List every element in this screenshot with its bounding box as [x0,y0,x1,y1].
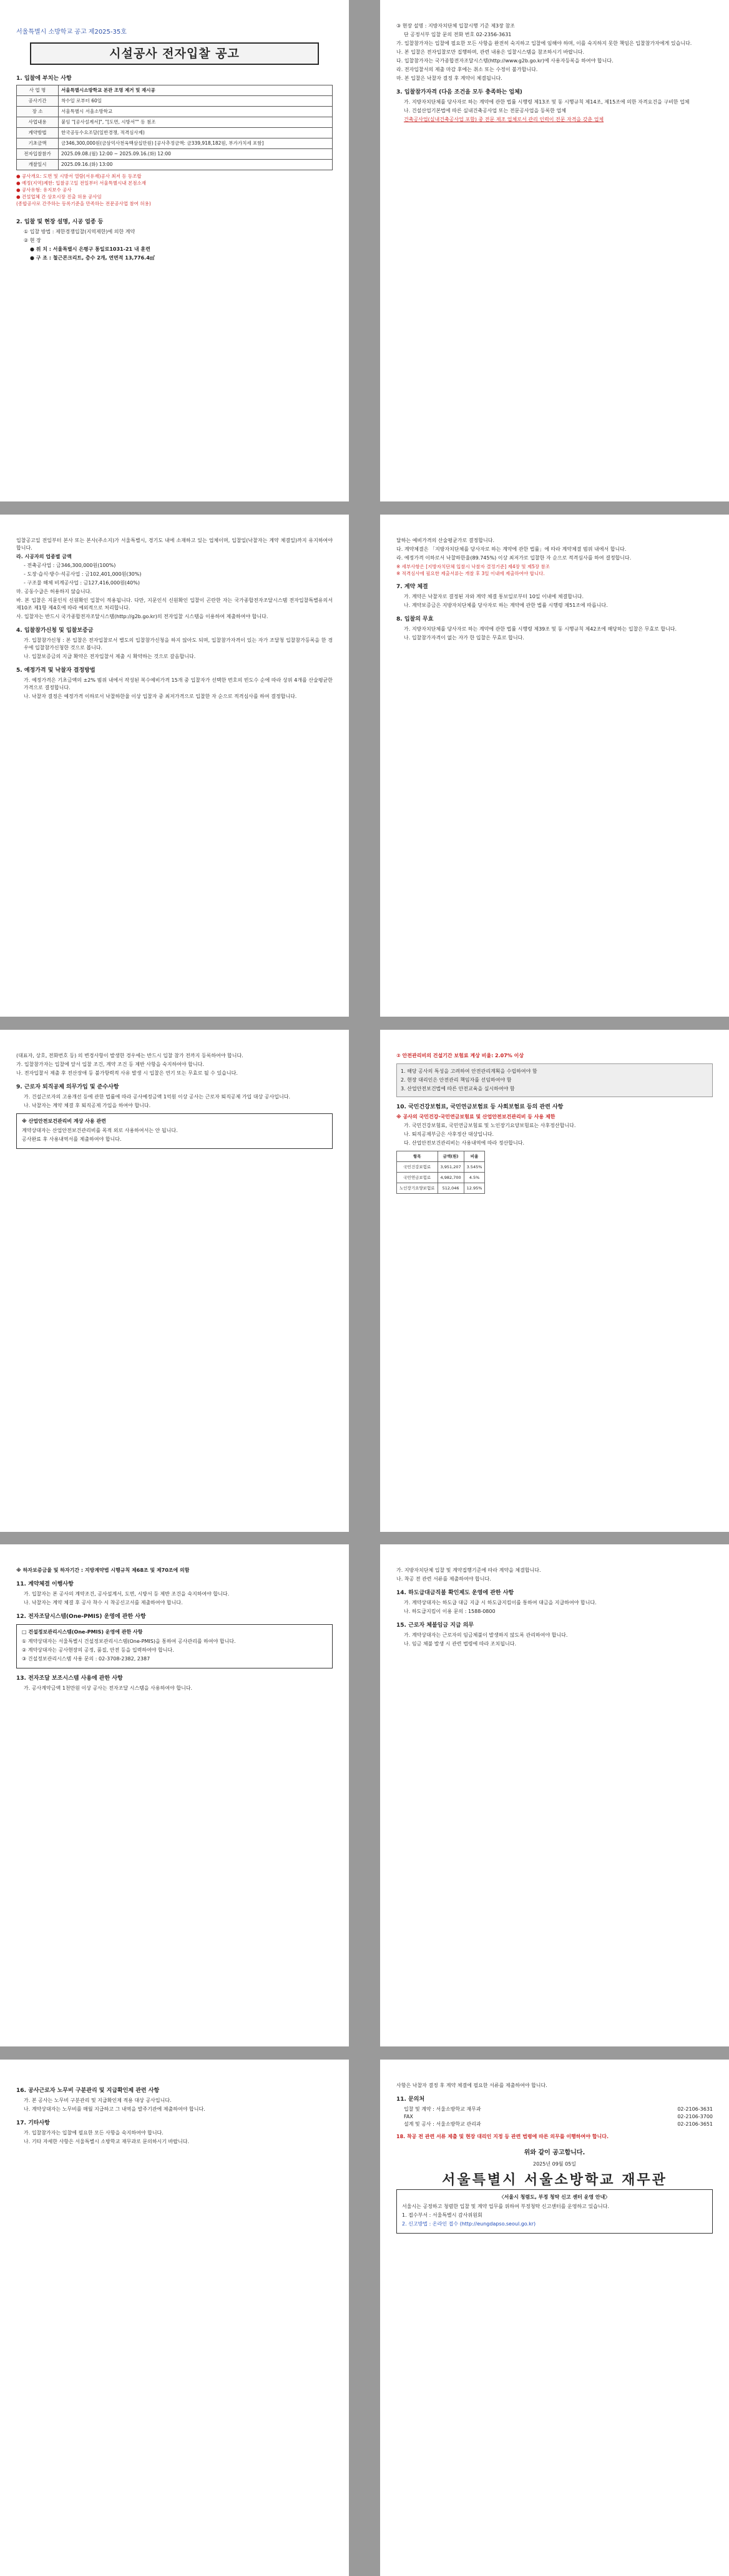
section-17-heading: 17. 기타사항 [16,2120,50,2126]
table-cell: 512,046 [438,1183,464,1194]
red-note: ※ 적격심사에 필요한 제출서류는 개찰 후 3일 이내에 제출하여야 합니다. [396,571,545,576]
table-row [397,1162,485,1173]
section-2-line: ① 입찰 방법 : 제한경쟁입찰(지역제한)에 의한 계약 [24,229,135,235]
red-note: ② 안전관리비의 건설기간 보험료 계상 비율: 2.07% 이상 [396,1053,524,1058]
note-line: ● 건설업체 간 상호시장 진출 허용 공사임 [16,194,102,200]
paragraph: 가. 입찰참가신청 : 본 입찰은 전자입찰로서 별도의 입찰참가신청을 하지 않아도 되며, 입찰참가자격이 있는 자가 조달청 입찰참가등록을 한 경우에 입찰참가신청한 것으로 봅니다. [24,637,333,651]
box-line: 계약상대자는 산업안전보건관리비를 목적 외로 사용하여서는 안 됩니다. [22,1128,178,1133]
paragraph: 가. 입찰참가자는 입찰에 필요한 모든 사항을 숙지하여야 합니다. [24,2130,164,2136]
table-key: 사업내용 [17,117,59,128]
section-14-heading: 14. 하도급대금직불 확인제도 운영에 관한 사항 [396,1590,514,1596]
paragraph: 나. 계약상대자는 노무비를 매월 지급하고 그 내역을 발주기관에 제출하여야 합니다. [24,2106,205,2112]
box-line: 3. 산업안전보건법에 따른 안전교육을 실시하여야 함 [401,1086,515,1092]
table-row [17,160,333,170]
table-header-row [397,1151,485,1162]
table-row [397,1173,485,1183]
integrity-center-box [396,2189,713,2234]
table-header: 금액(원) [438,1151,464,1162]
section-11-heading: 11. 계약체결 이행사항 [16,1581,74,1587]
item-3-line: ③ 현장 설명 : 지방자치단체 입찰시행 기준 제3장 참조 [396,23,515,29]
box-line: 1. 접수부서 : 서울특별시 감사위원회 [402,2212,482,2218]
table-row [397,1183,485,1194]
red-note: ※ 공사의 국민건강·국민연금보험료 및 산업안전보건관리비 등 사용 제한 [396,1114,555,1120]
table-row [17,96,333,107]
paragraph: 가. 지방자치단체를 당사자로 하는 계약에 관한 법률 시행령 제39조 및 동 시행규칙 제42조에 해당하는 입찰은 무효로 합니다. [404,626,677,632]
section-15-heading: 15. 근로자 체불임금 지급 의무 [396,1622,474,1629]
bid-info-table [16,85,333,170]
section-2-line: ● 구 조 : 철근콘크리트, 층수 2개, 연면적 13,776.4㎡ [30,255,155,261]
paragraph: 사. 입찰자는 반드시 국가종합전자조달시스템(http://g2b.go.kr)의 전자입찰 시스템을 이용하여 제출하여야 합니다. [16,614,268,619]
table-value: 2025.09.16.(화) 13:00 [59,160,333,170]
section-10-heading: 10. 국민건강보험료, 국민연금보험료 등 사회보험료 등의 관련 사항 [396,1104,564,1110]
paragraph: 가. 계약은 낙찰자로 결정된 자와 계약 체결 통보일로부터 10일 이내에 체결합니다. [404,594,584,599]
contact-phone: 02-2106-3651 [677,2121,713,2127]
paragraph: 나. 하도급지킴이 이용 문의 : 1588-0800 [404,1609,496,1614]
page-10 [380,2060,729,2576]
section-3-heading: 3. 입찰참가자격 (다음 조건을 모두 충족하는 업체) [396,89,522,95]
paragraph: 나. 임금 체불 발생 시 관련 법령에 따라 조치됩니다. [404,1641,516,1647]
box-line: ② 계약상대자는 공사현장의 공정, 품질, 안전 등을 입력하여야 합니다. [22,1647,174,1653]
note-line: ● 공사유형: 유지보수 공사 [16,187,72,193]
page-1 [0,0,349,501]
paragraph: 나. 전자입찰서 제출 후 전산장애 등 불가항력적 사유 발생 시 입찰은 연기 또는 무효로 될 수 있습니다. [16,1070,238,1076]
amount-line: - 구조물 해체 비계공사업 : 금127,416,000원(40%) [24,580,140,586]
section-12-heading: 12. 전자조달시스템(One-PMIS) 운영에 관한 사항 [16,1614,146,1620]
table-cell: 4.5% [464,1173,485,1183]
paragraph: 가. 국민건강보험료, 국민연금보험료 및 노인장기요양보험료는 사후정산합니다. [404,1123,576,1128]
highlight-line: 건축공사업(실내건축공사업 포함) 중 전문 제조 업체로서 관리 인력이 전문 자격을 갖춘 업체 [404,117,604,122]
page-8 [380,1544,729,2046]
contact-row [396,2121,713,2128]
table-row [17,138,333,149]
safety-cost-box [16,1113,333,1149]
paragraph: 나. 입찰보증금의 지급 확약은 전자입찰서 제출 시 확약하는 것으로 갈음합니다. [24,654,196,659]
paragraph: 라. 전자입찰서의 제출 마감 후에는 취소 또는 수정이 불가합니다. [396,67,538,72]
paragraph: 나. 기타 자세한 사항은 서울특별시 소방학교 재무과로 문의하시기 바랍니다. [24,2139,189,2144]
paragraph: 가. 계약상대자는 근로자의 임금체불이 발생하지 않도록 관리하여야 합니다. [404,1632,568,1638]
paragraph: 나. 입찰참가자격이 없는 자가 한 입찰은 무효로 합니다. [404,635,524,641]
table-value: 서울특별시 서울소방학교 [59,107,333,117]
paragraph: 사항은 낙찰자 결정 후 계약 체결에 필요한 서류를 제출하여야 합니다. [396,2083,547,2088]
paragraph: 나. 계약보증금은 지방자치단체를 당사자로 하는 계약에 관한 법률 시행령 제51조에 따릅니다. [404,603,608,608]
paragraph: 바. 본 입찰은 지문인식 신원확인 입찰이 적용됩니다. 다만, 지문인식 신원확인 입찰이 곤란한 자는 국가종합전자조달시스템 전자입찰특별유의서 제10조 제1항 제4호에 따라 예외적으로 처리합니다. [16,598,333,611]
paragraph: 나. 건설산업기본법에 따른 실내건축공사업 또는 전문공사업을 등록한 업체 [404,108,566,114]
paragraph: 가. 입찰참가자는 입찰에 앞서 입찰 조건, 계약 조건 등 제반 사항을 숙지하여야 합니다. [16,1062,204,1067]
red-note: 18. 착공 전 관련 서류 제출 및 현장 대리인 지정 등 관련 법령에 따른 의무를 이행하여야 합니다. [396,2134,609,2139]
page-3 [0,515,349,1017]
table-cell: 3.545% [464,1162,485,1173]
section-1-heading: 1. 입찰에 부치는 사항 [16,75,72,82]
paragraph: 나. 착공 전 관련 서류를 제출하여야 합니다. [396,1576,491,1582]
table-row [17,117,333,128]
paragraph: 가. 입찰자는 본 공사의 계약조건, 공사설계서, 도면, 시방서 등 제반 조건을 숙지하여야 합니다. [24,1591,230,1597]
table-cell: 3,951,207 [438,1162,464,1173]
table-key: 공사기간 [17,96,59,107]
section-13-heading: 13. 전자조달 보조시스템 사용에 관한 사항 [16,1675,123,1682]
red-note: ※ 세부사항은 [지방자치단체 입찰시 낙찰자 결정기준] 제4장 및 제5장 참조 [396,564,550,569]
page-4 [380,515,729,1017]
section-5-heading: 5. 예정가격 및 낙찰자 결정방법 [16,667,95,674]
table-header: 비율 [464,1151,485,1162]
box-line: 공사완료 후 사용내역서를 제출하여야 합니다. [22,1136,122,1142]
paragraph: 가. 본 공사는 노무비 구분관리 및 지급확인제 적용 대상 공사입니다. [24,2098,172,2103]
table-key: 사 업 명 [17,85,59,96]
table-cell: 4,982,700 [438,1173,464,1183]
table-key: 장 소 [17,107,59,117]
paragraph: 다. 산업안전보건관리비는 사용내역에 따라 정산합니다. [404,1140,524,1146]
paragraph: 마. 공동수급은 허용하지 않습니다. [16,589,92,594]
contact-row [396,2113,713,2121]
section-4-heading: 4. 입찰참가신청 및 입찰보증금 [16,627,94,634]
section-9-heading: 9. 근로자 퇴직공제 의무가입 및 준수사항 [16,1084,119,1090]
paragraph: 가. 입찰참가자는 입찰에 필요한 모든 사항을 완전히 숙지하고 입찰에 임해야 하며, 이를 숙지하지 못한 책임은 입찰참가자에게 있습니다. [396,41,692,46]
box-line: 1. 해당 공사의 특성을 고려하여 안전관리계획을 수립하여야 함 [401,1068,537,1074]
paragraph: 다. 입찰참가자는 국가종합전자조달시스템(http://www.g2b.go.kr)에 사용자등록을 하여야 합니다. [396,58,614,64]
paragraph: 나. 본 입찰은 전자입찰로만 집행하며, 관련 내용은 입찰시스템을 참조하시기 바랍니다. [396,49,584,55]
section-1-notes [16,173,333,207]
paragraph: 달하는 예비가격의 산술평균가로 결정합니다. [396,538,495,543]
section-2-heading: 2. 입찰 및 현장 설명, 시공 업종 등 [16,219,104,225]
table-row [17,149,333,160]
table-cell: 국민건강보험료 [397,1162,438,1173]
table-value: 붙임 "[공사설계서]", "[도면, 시방서"" 등 첨조 [59,117,333,128]
paragraph: 가. 계약상대자는 하도급 대금 지급 시 하도급지킴이를 통하여 대금을 지급하여야 합니다. [404,1600,597,1605]
section-2-line: ② 현 장 [24,238,41,243]
box-title: 〈서울시 청렴도, 부정 청탁 신고 센터 운영 안내〉 [499,2194,610,2200]
insurance-table [396,1151,485,1194]
box-line: 2. 현장 대리인은 안전관리 책임자를 선임하여야 함 [401,1077,512,1083]
table-value: 서울특별시소방학교 본관 조명 제거 및 재시공 [59,85,333,96]
one-pmis-box [16,1624,333,1668]
paragraph: 나. 퇴직공제부금은 사후정산 대상입니다. [404,1131,494,1137]
signer-name: 서울특별시 서울소방학교 재무관 [442,2172,667,2188]
section-16-heading: 16. 공사근로자 노무비 구분관리 및 지급확인제 관련 사항 [16,2088,160,2094]
table-value: 2025.09.08.(월) 12:00 ~ 2025.09.16.(화) 12:00 [59,149,333,160]
contact-row [396,2106,713,2113]
intro-paragraph: 입찰공고일 전일부터 본사 또는 본사(주소지)가 서울특별시, 경기도 내에 소재하고 있는 업체이며, 입찰일(낙찰자는 계약 체결일)까지 유지하여야 합니다. [16,538,333,551]
table-row [17,128,333,138]
page-7 [0,1544,349,2046]
table-value: 한국공동수요조달(일반경쟁, 적격심사제) [59,128,333,138]
note-line: ● 공사개요: 도면 및 시방서 열람(서유재)공사 최저 등 등조합 [16,173,142,179]
box-line: 2. 신고방법 : 온라인 접수 (http://eungdapso.seoul.go.kr) [402,2221,536,2227]
table-header: 항목 [397,1151,438,1162]
table-cell: 노인장기요양보험료 [397,1183,438,1194]
paragraph: 가. 예정가격은 기초금액의 ±2% 범위 내에서 작성된 복수예비가격 15개 중 입찰자가 선택한 번호의 빈도수 순에 따라 상위 4개를 산술평균한 가격으로 결정합니다. [24,677,333,690]
safety-plan-box [396,1063,713,1097]
box-line: ③ 건설정보관리시스템 사용 문의 : 02-3708-2382, 2387 [22,1656,150,1662]
paragraph: 가. 공사계약금액 1천만원 이상 공사는 전자조달 시스템을 사용하여야 합니다. [24,1685,193,1691]
page-9 [0,2060,349,2576]
table-key: 기초금액 [17,138,59,149]
contact-phone: 02-2106-3700 [677,2114,713,2119]
contact-label: FAX [404,2114,413,2119]
warranty-line: ※ 하자보증금율 및 하자기간 : 지방계약법 시행규칙 제68조 및 제70조에 의함 [16,1567,190,1573]
contact-label: 입찰 및 계약 : 서울소방학교 재무과 [404,2106,481,2112]
amount-line: - 전축공사업 : 금346,300,000원(100%) [24,563,116,568]
box-title: ※ 산업안전보건관리비 계상 사용 관련 [22,1118,106,1124]
table-row [17,107,333,117]
table-key: 계약방법 [17,128,59,138]
paragraph: 다. 계약체결은 「지방자치단체를 당사자로 하는 계약에 관한 법률」에 따라 계약체결 범위 내에서 합니다. [396,546,627,552]
contact-phone: 02-2106-3631 [677,2106,713,2112]
table-row [17,85,333,96]
sub-heading: 라. 시공자의 업종별 금액 [16,554,72,559]
paragraph: 가. 건설근로자의 고용개선 등에 관한 법률에 따라 공사예정금액 1억원 이상 공사는 근로자 퇴직공제 가입 대상 공사입니다. [24,1094,290,1100]
box-line: ① 계약상대자는 서울특별시 건설정보관리시스템(One-PMIS)을 통하여 공사관리를 하여야 합니다. [22,1639,236,1644]
paragraph: 라. 예정가격 이하로서 낙찰하한율(89.745%) 이상 최저가로 입찰한 자 순으로 적격심사를 하여 결정합니다. [396,555,632,561]
item-3-note: 단 공정서부 입찰 문의 전화 번호 02-2356-3631 [404,32,512,37]
section-2-line: ● 위 치 : 서울특별시 은평구 통일로1031-21 내 훈련 [30,246,150,252]
paragraph: 가. 지방자치단체를 당사자로 하는 계약에 관한 법률 시행령 제13조 및 동 시행규칙 제14조, 제15조에 의한 자격요건을 구비한 업체 [404,99,690,105]
document-number: 서울특별시 소방학교 공고 제2025-35호 [16,29,127,36]
note-line: ● 예정(지역)제한: 입찰공고일 전일부터 서울특별시내 본점소재 [16,180,146,186]
paragraph: 마. 본 입찰은 낙찰자 결정 후 계약이 체결됩니다. [396,75,502,81]
table-cell: 12.95% [464,1183,485,1194]
table-cell: 국민연금보험료 [397,1173,438,1183]
contact-label: 설계 및 공사 : 서울소방학교 관리과 [404,2121,481,2127]
closing-line: 위와 같이 공고합니다. [524,2149,585,2156]
notice-date: 2025년 09월 05일 [533,2161,576,2167]
notice-title: 시설공사 전자입찰 공고 [30,42,319,65]
paragraph: 나. 낙찰자 결정은 예정가격 이하로서 낙찰하한율 이상 입찰자 중 최저가격으로 입찰한 자 순으로 적격심사를 하여 결정합니다. [24,694,297,699]
page-6 [380,1030,729,1532]
paragraph: 가. 지방자치단체 입찰 및 계약집행기준에 따라 계약을 체결합니다. [396,1567,541,1573]
contacts-heading: 11. 문의처 [396,2096,425,2103]
box-title: □ 건설정보관리시스템(One-PMIS) 운영에 관한 사항 [22,1629,143,1635]
paragraph: 나. 낙찰자는 계약 체결 후 공사 착수 시 착공신고서를 제출하여야 합니다. [24,1600,183,1605]
note-line: (종합공사로 간주하는 등록기준을 만족하는 전문공사업 참여 허용) [16,201,151,206]
table-key: 개찰일시 [17,160,59,170]
box-line: 서울시는 공정하고 청렴한 입찰 및 계약 업무를 위하여 부정청탁 신고센터를 운영하고 있습니다. [402,2204,609,2209]
section-8-heading: 8. 입찰의 무효 [396,616,434,622]
paragraph: 나. 낙찰자는 계약 체결 후 퇴직공제 가입을 하여야 합니다. [24,1103,151,1108]
section-7-heading: 7. 계약 체결 [396,584,428,590]
amount-line: - 도장·습식·방수·석공사업 : 금102,401,000원(30%) [24,571,142,577]
table-value: 착수일 로부터 60일 [59,96,333,107]
table-value: 금346,300,000원(금삼억사천육백삼십만원) [공사추정금액: 금339,918,182원, 부가가치세 포함] [59,138,333,149]
page-5 [0,1030,349,1532]
table-key: 전자입찰참가 [17,149,59,160]
page-2 [380,0,729,501]
paragraph: (대표자, 상호, 전화번호 등) 의 변경사항이 발생한 경우에는 반드시 입찰 참가 전까지 등록하여야 합니다. [16,1053,243,1058]
